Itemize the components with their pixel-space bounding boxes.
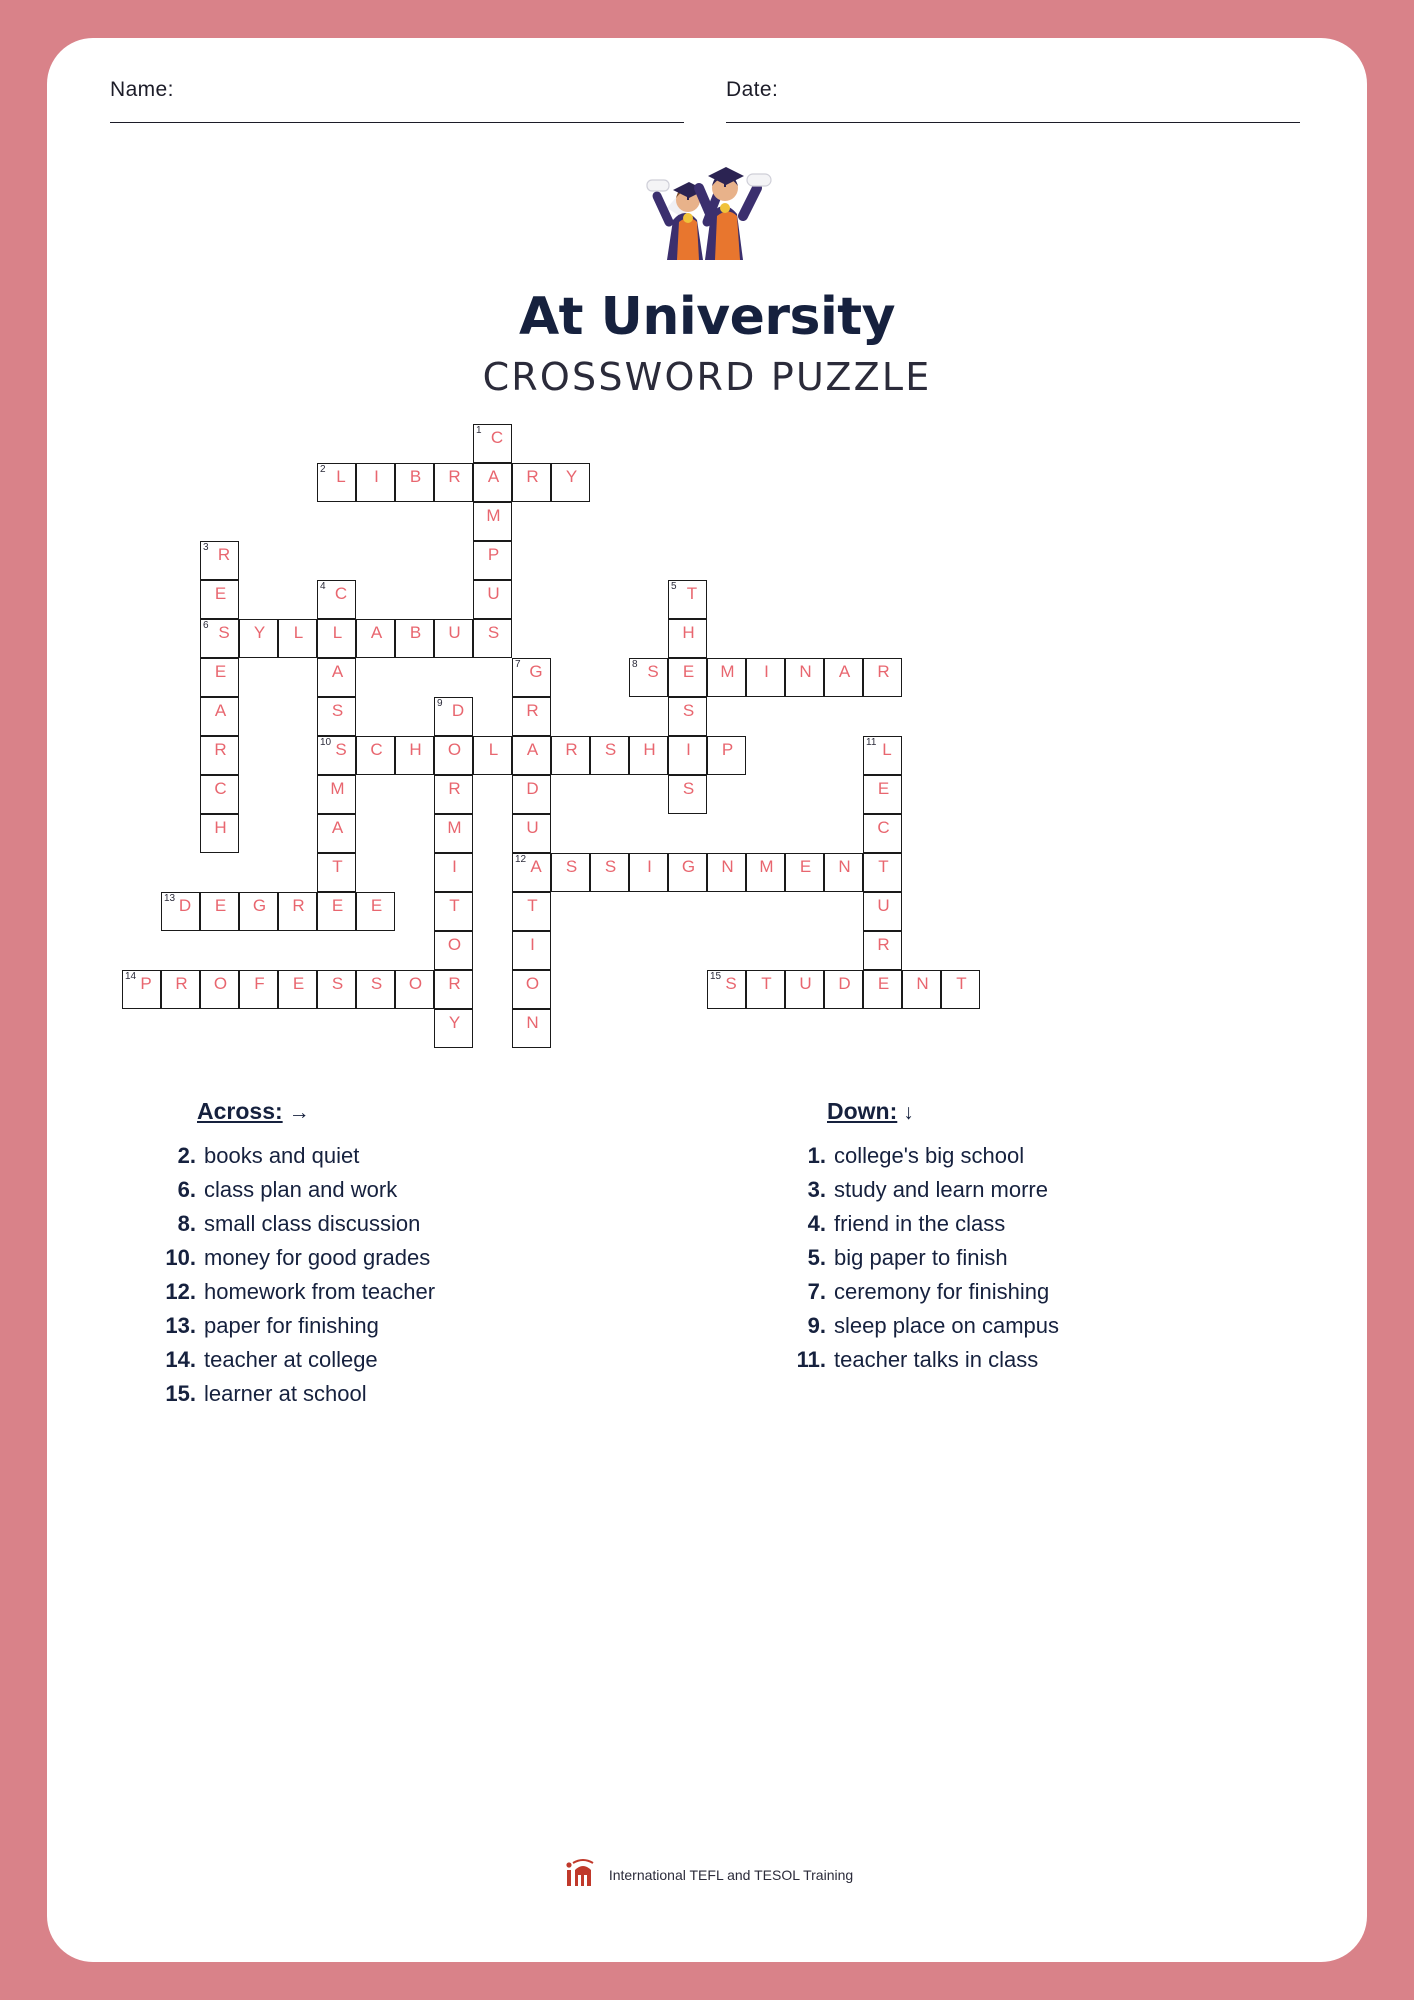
crossword-cell[interactable] bbox=[278, 970, 317, 1009]
clue-number: 2. bbox=[177, 1143, 196, 1168]
clues-section bbox=[142, 1098, 1292, 1411]
crossword-cell[interactable] bbox=[239, 619, 278, 658]
crossword-cell[interactable] bbox=[317, 463, 356, 502]
crossword-cell[interactable] bbox=[473, 541, 512, 580]
cell-letter: R bbox=[526, 467, 539, 486]
date-write-line[interactable] bbox=[726, 122, 1300, 123]
cell-letter: M bbox=[330, 779, 345, 798]
name-field[interactable] bbox=[110, 78, 684, 123]
cell-letter: U bbox=[877, 896, 890, 915]
cell-letter: I bbox=[764, 662, 769, 681]
cell-letter: I bbox=[452, 857, 457, 876]
crossword-cell[interactable] bbox=[200, 658, 239, 697]
cell-number: 8 bbox=[632, 659, 638, 670]
clue-down-4 bbox=[772, 1207, 1292, 1241]
crossword-cell[interactable] bbox=[434, 775, 473, 814]
cell-number: 13 bbox=[164, 893, 176, 904]
crossword-cell[interactable] bbox=[200, 580, 239, 619]
cell-number: 11 bbox=[866, 737, 877, 748]
crossword-cell[interactable] bbox=[200, 736, 239, 775]
crossword-cell[interactable] bbox=[200, 619, 239, 658]
crossword-cell[interactable] bbox=[668, 775, 707, 814]
cell-letter: U bbox=[526, 818, 539, 837]
cell-letter: A bbox=[838, 662, 851, 681]
crossword-cell[interactable] bbox=[473, 502, 512, 541]
clue-number: 9. bbox=[807, 1313, 826, 1338]
clue-number: 15. bbox=[165, 1381, 196, 1406]
cell-letter: T bbox=[878, 857, 889, 876]
crossword-cell[interactable] bbox=[863, 736, 902, 775]
crossword-cell[interactable] bbox=[746, 853, 785, 892]
date-field[interactable] bbox=[726, 78, 1300, 123]
crossword-cell[interactable] bbox=[512, 736, 551, 775]
crossword-cell[interactable] bbox=[434, 619, 473, 658]
cell-letter: G bbox=[252, 896, 267, 915]
crossword-cell[interactable] bbox=[356, 463, 395, 502]
crossword-cell[interactable] bbox=[512, 931, 551, 970]
crossword-cell[interactable] bbox=[317, 853, 356, 892]
crossword-cell[interactable] bbox=[590, 736, 629, 775]
cell-letter: U bbox=[487, 584, 500, 603]
clue-down-11 bbox=[772, 1343, 1292, 1377]
crossword-cell[interactable] bbox=[317, 775, 356, 814]
cell-letter: S bbox=[682, 779, 695, 798]
crossword-cell[interactable] bbox=[863, 853, 902, 892]
crossword-cell[interactable] bbox=[512, 814, 551, 853]
cell-letter: O bbox=[408, 974, 423, 993]
clue-text: teacher talks in class bbox=[834, 1347, 1039, 1372]
cell-letter: N bbox=[526, 1013, 539, 1032]
cell-letter: D bbox=[526, 779, 539, 798]
cell-letter: H bbox=[409, 740, 422, 759]
crossword-cell[interactable] bbox=[863, 970, 902, 1009]
crossword-cell[interactable] bbox=[278, 619, 317, 658]
cell-letter: C bbox=[877, 818, 890, 837]
cell-letter: I bbox=[686, 740, 691, 759]
cell-letter: N bbox=[799, 662, 812, 681]
crossword-cell[interactable] bbox=[434, 853, 473, 892]
crossword-cell[interactable] bbox=[122, 970, 161, 1009]
name-label: Name: bbox=[110, 78, 174, 101]
cell-letter: R bbox=[217, 545, 231, 564]
cell-number: 9 bbox=[437, 698, 443, 709]
clue-text: sleep place on campus bbox=[834, 1313, 1060, 1338]
cell-letter: S bbox=[487, 623, 500, 642]
cell-letter: H bbox=[214, 818, 227, 837]
cell-letter: M bbox=[486, 506, 501, 525]
crossword-cell[interactable] bbox=[473, 463, 512, 502]
across-arrow-icon: → bbox=[288, 1101, 310, 1124]
clue-text: study and learn morre bbox=[834, 1177, 1048, 1202]
down-clues bbox=[717, 1098, 1292, 1411]
crossword-cell[interactable] bbox=[434, 892, 473, 931]
crossword-cell[interactable] bbox=[707, 736, 746, 775]
cell-letter: S bbox=[604, 857, 617, 876]
clue-number: 11. bbox=[796, 1347, 826, 1372]
crossword-cell[interactable] bbox=[785, 970, 824, 1009]
clue-text: ceremony for finishing bbox=[834, 1279, 1050, 1304]
clue-down-9 bbox=[772, 1309, 1292, 1343]
clue-across-6 bbox=[142, 1173, 717, 1207]
crossword-cell[interactable] bbox=[473, 580, 512, 619]
cell-letter: U bbox=[448, 623, 461, 642]
ittt-logo-icon bbox=[561, 1858, 601, 1892]
cell-letter: E bbox=[331, 896, 344, 915]
clue-text: college's big school bbox=[834, 1143, 1025, 1168]
crossword-cell[interactable] bbox=[395, 463, 434, 502]
crossword-cell[interactable] bbox=[200, 775, 239, 814]
cell-letter: S bbox=[725, 974, 737, 993]
crossword-cell[interactable] bbox=[473, 619, 512, 658]
crossword-cell[interactable] bbox=[434, 814, 473, 853]
cell-letter: R bbox=[292, 896, 305, 915]
cell-letter: S bbox=[335, 740, 347, 759]
crossword-cell[interactable] bbox=[629, 853, 668, 892]
across-clues bbox=[142, 1098, 717, 1411]
cell-number: 5 bbox=[671, 581, 677, 592]
cell-letter: A bbox=[530, 857, 542, 876]
crossword-cell[interactable] bbox=[863, 931, 902, 970]
crossword-cell[interactable] bbox=[434, 736, 473, 775]
cell-letter: A bbox=[487, 467, 500, 486]
cell-number: 1 bbox=[476, 425, 482, 436]
cell-letter: E bbox=[292, 974, 305, 993]
crossword-cell[interactable] bbox=[668, 853, 707, 892]
cell-letter: S bbox=[218, 623, 230, 642]
crossword-cell[interactable] bbox=[434, 931, 473, 970]
cell-letter: Y bbox=[565, 467, 578, 486]
crossword-cell[interactable] bbox=[200, 970, 239, 1009]
cell-letter: E bbox=[370, 896, 383, 915]
cell-letter: O bbox=[447, 935, 462, 954]
crossword-cell[interactable] bbox=[551, 736, 590, 775]
clue-text: paper for finishing bbox=[204, 1313, 379, 1338]
crossword-cell[interactable] bbox=[785, 853, 824, 892]
cell-letter: O bbox=[213, 974, 228, 993]
crossword-cell[interactable] bbox=[239, 892, 278, 931]
cell-letter: B bbox=[409, 467, 422, 486]
title-block bbox=[47, 148, 1367, 399]
cell-letter: G bbox=[681, 857, 696, 876]
cell-letter: O bbox=[525, 974, 540, 993]
clue-text: big paper to finish bbox=[834, 1245, 1008, 1270]
down-heading bbox=[827, 1098, 1292, 1125]
cell-letter: N bbox=[838, 857, 851, 876]
cell-letter: L bbox=[488, 740, 499, 759]
header-fields bbox=[110, 78, 1300, 123]
cell-letter: R bbox=[214, 740, 227, 759]
cell-letter: A bbox=[370, 623, 383, 642]
cell-letter: R bbox=[448, 779, 461, 798]
cell-letter: A bbox=[526, 740, 539, 759]
clue-number: 13. bbox=[165, 1313, 196, 1338]
cell-number: 4 bbox=[320, 581, 326, 592]
cell-letter: Y bbox=[448, 1013, 461, 1032]
cell-letter: N bbox=[916, 974, 929, 993]
cell-letter: R bbox=[877, 662, 890, 681]
crossword-cell[interactable] bbox=[200, 814, 239, 853]
cell-letter: E bbox=[214, 896, 227, 915]
clue-across-13 bbox=[142, 1309, 717, 1343]
cell-number: 14 bbox=[125, 971, 137, 982]
crossword-cell[interactable] bbox=[239, 970, 278, 1009]
clue-down-1 bbox=[772, 1139, 1292, 1173]
cell-number: 15 bbox=[710, 971, 722, 982]
cell-letter: S bbox=[604, 740, 617, 759]
crossword-cell[interactable] bbox=[629, 658, 668, 697]
crossword-cell[interactable] bbox=[746, 658, 785, 697]
crossword-cell[interactable] bbox=[512, 853, 551, 892]
cell-number: 10 bbox=[320, 737, 332, 748]
crossword-cell[interactable] bbox=[863, 658, 902, 697]
crossword-cell[interactable] bbox=[278, 892, 317, 931]
cell-letter: L bbox=[336, 467, 346, 486]
cell-letter: S bbox=[565, 857, 578, 876]
crossword-cell[interactable] bbox=[707, 853, 746, 892]
crossword-cell[interactable] bbox=[824, 970, 863, 1009]
footer bbox=[47, 1858, 1367, 1892]
crossword-cell[interactable] bbox=[317, 970, 356, 1009]
clue-text: small class discussion bbox=[204, 1211, 421, 1236]
clue-across-15 bbox=[142, 1377, 717, 1411]
cell-letter: L bbox=[332, 623, 343, 642]
clue-text: friend in the class bbox=[834, 1211, 1006, 1236]
crossword-cell[interactable] bbox=[512, 697, 551, 736]
page-subtitle: CROSSWORD PUZZLE bbox=[482, 355, 932, 399]
cell-letter: S bbox=[370, 974, 383, 993]
cell-letter: A bbox=[331, 662, 344, 681]
cell-letter: H bbox=[643, 740, 656, 759]
cell-number: 12 bbox=[515, 854, 527, 865]
cell-letter: T bbox=[449, 896, 460, 915]
cell-letter: T bbox=[527, 896, 538, 915]
cell-letter: H bbox=[682, 623, 695, 642]
crossword-cell[interactable] bbox=[668, 658, 707, 697]
crossword-cell[interactable] bbox=[707, 970, 746, 1009]
crossword-cell[interactable] bbox=[356, 736, 395, 775]
clue-number: 5. bbox=[807, 1245, 826, 1270]
clue-number: 4. bbox=[807, 1211, 826, 1236]
crossword-cell[interactable] bbox=[863, 892, 902, 931]
cell-letter: I bbox=[374, 467, 379, 486]
crossword-cell[interactable] bbox=[668, 619, 707, 658]
crossword-cell[interactable] bbox=[395, 736, 434, 775]
crossword-cell[interactable] bbox=[317, 658, 356, 697]
cell-letter: G bbox=[529, 662, 543, 681]
cell-number: 3 bbox=[203, 542, 209, 553]
clue-number: 8. bbox=[177, 1211, 196, 1236]
crossword-cell[interactable] bbox=[512, 775, 551, 814]
cell-letter: C bbox=[214, 779, 227, 798]
clue-text: money for good grades bbox=[204, 1245, 431, 1270]
cell-letter: P bbox=[140, 974, 152, 993]
footer-brand: International TEFL and TESOL Training bbox=[608, 1867, 854, 1883]
crossword-grid[interactable] bbox=[122, 424, 1302, 1064]
cell-letter: M bbox=[720, 662, 735, 681]
cell-number: 2 bbox=[320, 464, 326, 475]
crossword-cell[interactable] bbox=[473, 736, 512, 775]
crossword-cell[interactable] bbox=[473, 424, 512, 463]
cell-letter: R bbox=[448, 974, 461, 993]
crossword-cell[interactable] bbox=[941, 970, 980, 1009]
crossword-cell[interactable] bbox=[356, 892, 395, 931]
cell-letter: C bbox=[370, 740, 383, 759]
cell-letter: C bbox=[334, 584, 348, 603]
crossword-cell[interactable] bbox=[434, 970, 473, 1009]
cell-letter: L bbox=[293, 623, 304, 642]
crossword-cell[interactable] bbox=[551, 463, 590, 502]
crossword-cell[interactable] bbox=[902, 970, 941, 1009]
cell-letter: U bbox=[799, 974, 812, 993]
crossword-cell[interactable] bbox=[512, 463, 551, 502]
cell-letter: A bbox=[214, 701, 227, 720]
clue-text: homework from teacher bbox=[204, 1279, 436, 1304]
crossword-cell[interactable] bbox=[863, 814, 902, 853]
cell-letter: P bbox=[721, 740, 734, 759]
cell-letter: C bbox=[490, 428, 504, 447]
cell-letter: E bbox=[877, 779, 890, 798]
clue-across-2 bbox=[142, 1139, 717, 1173]
cell-letter: E bbox=[877, 974, 890, 993]
crossword-cell[interactable] bbox=[200, 892, 239, 931]
cell-letter: R bbox=[565, 740, 578, 759]
clue-number: 7. bbox=[807, 1279, 826, 1304]
down-heading-label: Down: bbox=[827, 1098, 898, 1124]
clue-down-5 bbox=[772, 1241, 1292, 1275]
crossword-cell[interactable] bbox=[356, 970, 395, 1009]
crossword-cell[interactable] bbox=[668, 697, 707, 736]
cell-letter: T bbox=[761, 974, 772, 993]
clue-text: teacher at college bbox=[204, 1347, 378, 1372]
crossword-cell[interactable] bbox=[629, 736, 668, 775]
cell-letter: T bbox=[686, 584, 698, 603]
crossword-cell[interactable] bbox=[395, 619, 434, 658]
crossword-cell[interactable] bbox=[317, 580, 356, 619]
cell-letter: L bbox=[882, 740, 892, 759]
graduation-students-icon bbox=[607, 148, 807, 283]
crossword-cell[interactable] bbox=[395, 970, 434, 1009]
cell-letter: N bbox=[721, 857, 734, 876]
crossword-cell[interactable] bbox=[863, 775, 902, 814]
clue-number: 12. bbox=[165, 1279, 196, 1304]
crossword-cell[interactable] bbox=[512, 970, 551, 1009]
cell-letter: R bbox=[175, 974, 188, 993]
crossword-cell[interactable] bbox=[434, 463, 473, 502]
crossword-cell[interactable] bbox=[824, 853, 863, 892]
cell-letter: E bbox=[214, 662, 227, 681]
crossword-cell[interactable] bbox=[512, 1009, 551, 1048]
crossword-cell[interactable] bbox=[668, 736, 707, 775]
crossword-cell[interactable] bbox=[317, 619, 356, 658]
crossword-cell[interactable] bbox=[200, 541, 239, 580]
cell-letter: S bbox=[331, 701, 344, 720]
crossword-cell[interactable] bbox=[317, 814, 356, 853]
crossword-cell[interactable] bbox=[551, 853, 590, 892]
date-label: Date: bbox=[726, 78, 779, 101]
page-title: At University bbox=[518, 287, 896, 347]
cell-letter: F bbox=[254, 974, 265, 993]
cell-letter: R bbox=[526, 701, 539, 720]
cell-letter: S bbox=[682, 701, 695, 720]
cell-letter: R bbox=[877, 935, 890, 954]
cell-letter: O bbox=[447, 740, 462, 759]
clue-across-10 bbox=[142, 1241, 717, 1275]
clue-down-3 bbox=[772, 1173, 1292, 1207]
crossword-cell[interactable] bbox=[356, 619, 395, 658]
clue-text: learner at school bbox=[204, 1381, 367, 1406]
crossword-cell[interactable] bbox=[824, 658, 863, 697]
across-heading-label: Across: bbox=[197, 1098, 283, 1124]
crossword-cell[interactable] bbox=[161, 970, 200, 1009]
cell-letter: P bbox=[487, 545, 500, 564]
cell-letter: D bbox=[838, 974, 851, 993]
clue-number: 3. bbox=[807, 1177, 826, 1202]
cell-letter: S bbox=[331, 974, 344, 993]
clue-number: 1. bbox=[807, 1143, 826, 1168]
cell-letter: E bbox=[682, 662, 695, 681]
crossword-cell[interactable] bbox=[707, 658, 746, 697]
crossword-cell[interactable] bbox=[512, 658, 551, 697]
down-arrow-icon: ↓ bbox=[903, 1101, 914, 1124]
clue-down-7 bbox=[772, 1275, 1292, 1309]
cell-letter: M bbox=[759, 857, 774, 876]
cell-letter: E bbox=[799, 857, 812, 876]
crossword-cell[interactable] bbox=[200, 697, 239, 736]
worksheet-page bbox=[47, 38, 1367, 1962]
clue-number: 6. bbox=[177, 1177, 196, 1202]
cell-letter: T bbox=[956, 974, 967, 993]
cell-letter: D bbox=[178, 896, 192, 915]
crossword-cell[interactable] bbox=[785, 658, 824, 697]
cell-number: 7 bbox=[515, 659, 521, 670]
cell-letter: M bbox=[447, 818, 462, 837]
cell-letter: T bbox=[332, 857, 343, 876]
clue-across-14 bbox=[142, 1343, 717, 1377]
crossword-cell[interactable] bbox=[668, 580, 707, 619]
cell-letter: B bbox=[409, 623, 422, 642]
cell-letter: D bbox=[451, 701, 465, 720]
name-write-line[interactable] bbox=[110, 122, 684, 123]
crossword-cell[interactable] bbox=[317, 736, 356, 775]
cell-letter: E bbox=[214, 584, 227, 603]
clue-across-12 bbox=[142, 1275, 717, 1309]
clue-number: 14. bbox=[165, 1347, 196, 1372]
cell-number: 6 bbox=[203, 620, 209, 631]
crossword-cell[interactable] bbox=[434, 697, 473, 736]
cell-letter: R bbox=[448, 467, 461, 486]
clue-text: class plan and work bbox=[204, 1177, 398, 1202]
cell-letter: I bbox=[647, 857, 652, 876]
clue-text: books and quiet bbox=[204, 1143, 360, 1168]
cell-letter: Y bbox=[253, 623, 266, 642]
clue-across-8 bbox=[142, 1207, 717, 1241]
clue-number: 10. bbox=[165, 1245, 196, 1270]
crossword-cell[interactable] bbox=[317, 697, 356, 736]
crossword-cell[interactable] bbox=[746, 970, 785, 1009]
crossword-cell[interactable] bbox=[512, 892, 551, 931]
cell-letter: S bbox=[647, 662, 659, 681]
crossword-cell[interactable] bbox=[434, 1009, 473, 1048]
across-heading bbox=[197, 1098, 717, 1125]
cell-letter: I bbox=[530, 935, 535, 954]
crossword-cell[interactable] bbox=[317, 892, 356, 931]
cell-letter: A bbox=[331, 818, 344, 837]
crossword-cell[interactable] bbox=[161, 892, 200, 931]
crossword-cell[interactable] bbox=[590, 853, 629, 892]
